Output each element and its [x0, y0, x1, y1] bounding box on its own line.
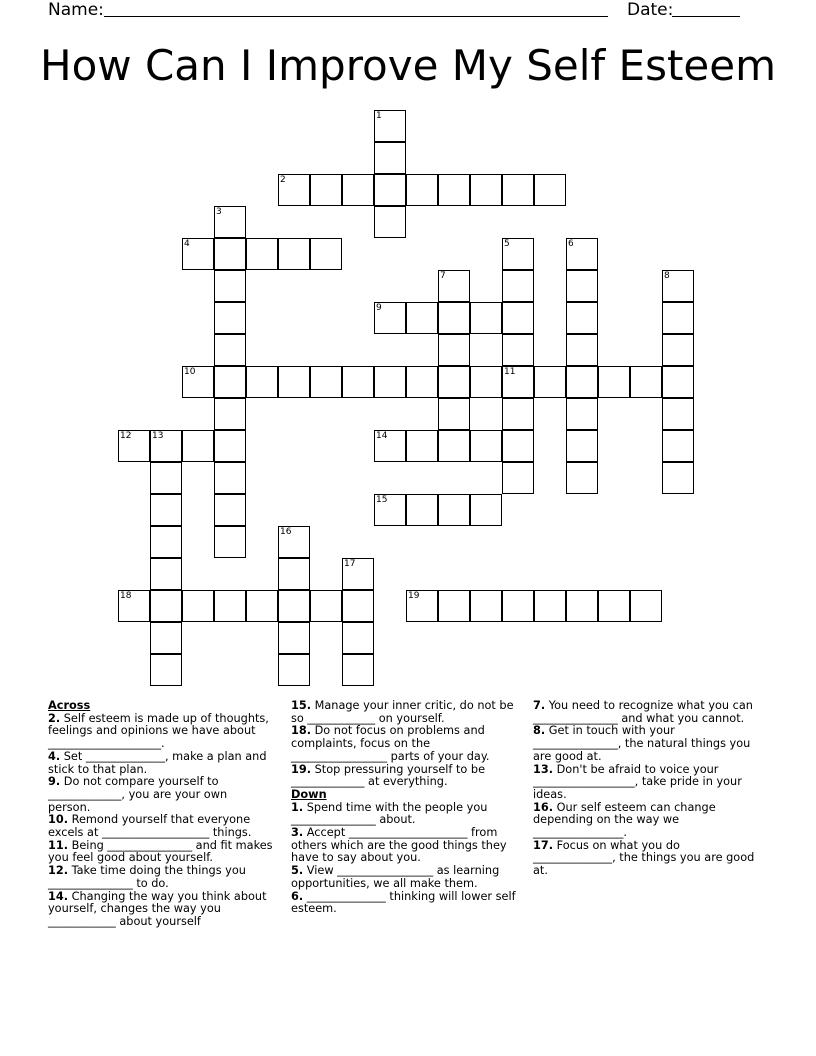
- grid-cell[interactable]: [566, 270, 598, 302]
- clue-number: 8: [664, 271, 670, 281]
- grid-cell[interactable]: [470, 430, 502, 462]
- clue-item: [291, 802, 518, 827]
- grid-cell[interactable]: [214, 526, 246, 558]
- clue-item-number: 14.: [48, 889, 69, 903]
- clue-item-text: You need to recognize what you can _______________ and what you cannot.: [533, 699, 753, 725]
- clue-number: 16: [280, 527, 292, 537]
- grid-cell[interactable]: [150, 430, 182, 462]
- grid-cell[interactable]: [566, 302, 598, 334]
- grid-cell[interactable]: [662, 462, 694, 494]
- grid-cell[interactable]: [214, 590, 246, 622]
- grid-cell[interactable]: [566, 590, 598, 622]
- clue-item: [291, 827, 518, 865]
- clue-item-number: 18.: [291, 724, 312, 738]
- clue-number: 2: [280, 175, 286, 185]
- grid-cell[interactable]: [566, 430, 598, 462]
- grid-cell[interactable]: [566, 366, 598, 398]
- grid-cell[interactable]: [374, 366, 406, 398]
- clue-number: 4: [184, 239, 190, 249]
- grid-cell[interactable]: [150, 654, 182, 686]
- clue-item-number: 13.: [533, 762, 554, 776]
- grid-cell[interactable]: [342, 622, 374, 654]
- grid-cell[interactable]: [438, 302, 470, 334]
- grid-cell[interactable]: [502, 462, 534, 494]
- grid-cell[interactable]: [598, 366, 630, 398]
- grid-cell[interactable]: [310, 366, 342, 398]
- grid-cell[interactable]: [118, 430, 150, 462]
- grid-cell[interactable]: [342, 654, 374, 686]
- grid-cell[interactable]: [150, 622, 182, 654]
- across-clue-list: [48, 713, 273, 929]
- clue-item-number: 4.: [48, 749, 61, 763]
- clue-item: [291, 764, 518, 789]
- grid-cell[interactable]: [630, 366, 662, 398]
- grid-cell[interactable]: [438, 494, 470, 526]
- clue-item-number: 5.: [291, 864, 304, 878]
- grid-cell[interactable]: [662, 430, 694, 462]
- grid-cell[interactable]: [566, 462, 598, 494]
- grid-cell[interactable]: [374, 430, 406, 462]
- grid-cell[interactable]: [502, 334, 534, 366]
- clue-item-number: 6.: [291, 889, 304, 903]
- grid-cell[interactable]: [342, 174, 374, 206]
- grid-cell[interactable]: [406, 590, 438, 622]
- clue-item-text: Being _______________ and fit makes you feel good about yourself.: [48, 838, 273, 865]
- grid-cell[interactable]: [214, 366, 246, 398]
- clue-item: [533, 840, 765, 878]
- clue-number: 7: [440, 271, 446, 281]
- grid-cell[interactable]: [342, 590, 374, 622]
- name-label: Name:: [48, 0, 104, 20]
- clues-column-3: [533, 700, 765, 878]
- grid-cell[interactable]: [150, 558, 182, 590]
- clue-number: 1: [376, 111, 382, 121]
- grid-cell[interactable]: [278, 654, 310, 686]
- grid-cell[interactable]: [662, 270, 694, 302]
- clue-item: [291, 891, 518, 916]
- grid-cell[interactable]: [502, 302, 534, 334]
- grid-cell[interactable]: [214, 270, 246, 302]
- clue-item-number: 16.: [533, 800, 554, 814]
- grid-cell[interactable]: [214, 238, 246, 270]
- grid-cell[interactable]: [502, 590, 534, 622]
- grid-cell[interactable]: [214, 206, 246, 238]
- clue-item-text: Don't be afraid to voice your __________________, take pride in your ideas.: [533, 762, 742, 801]
- grid-cell[interactable]: [438, 334, 470, 366]
- down-heading: Down: [291, 787, 327, 801]
- clue-item-number: 2.: [48, 711, 61, 725]
- clue-item: [291, 700, 518, 725]
- down-clue-list: [291, 802, 518, 916]
- grid-cell[interactable]: [150, 526, 182, 558]
- date-label: Date:: [627, 0, 674, 20]
- grid-cell[interactable]: [502, 174, 534, 206]
- clue-item-text: Spend time with the people you _______________ about.: [291, 800, 488, 827]
- grid-cell[interactable]: [374, 174, 406, 206]
- grid-cell[interactable]: [662, 302, 694, 334]
- grid-cell[interactable]: [278, 526, 310, 558]
- clue-item-number: 9.: [48, 775, 61, 789]
- grid-cell[interactable]: [534, 590, 566, 622]
- clue-item-number: 7.: [533, 699, 546, 712]
- clue-item-text: Set ______________, make a plan and stick to that plan.: [48, 749, 267, 776]
- grid-cell[interactable]: [310, 174, 342, 206]
- clue-number: 14: [376, 431, 388, 441]
- grid-cell[interactable]: [502, 366, 534, 398]
- grid-cell[interactable]: [150, 462, 182, 494]
- clue-item-text: Do not compare yourself to _____________, you are your own person.: [48, 775, 228, 814]
- grid-cell[interactable]: [502, 238, 534, 270]
- grid-cell[interactable]: [278, 366, 310, 398]
- grid-cell[interactable]: [374, 110, 406, 142]
- clue-item-text: Accept _____________________ from others which are the good things they have to say about you.: [291, 826, 507, 865]
- grid-cell[interactable]: [342, 558, 374, 590]
- grid-cell[interactable]: [374, 142, 406, 174]
- grid-cell[interactable]: [470, 366, 502, 398]
- clue-number: 13: [152, 431, 164, 441]
- grid-cell[interactable]: [214, 494, 246, 526]
- grid-cell[interactable]: [598, 590, 630, 622]
- clue-item-number: 8.: [533, 724, 546, 738]
- clue-item-number: 12.: [48, 864, 69, 878]
- grid-cell[interactable]: [470, 590, 502, 622]
- clue-item-text: View _________________ as learning opportunities, we all make them.: [291, 864, 500, 890]
- grid-cell[interactable]: [502, 270, 534, 302]
- clues-column-2: [291, 700, 518, 916]
- grid-cell[interactable]: [150, 494, 182, 526]
- clue-item-text: Stop pressuring yourself to be _____________ at everything.: [291, 762, 486, 789]
- clues-column-1: [48, 700, 273, 929]
- clue-item: [48, 814, 273, 839]
- clue-item-text: Focus on what you do ______________, the things you are good at.: [533, 838, 755, 878]
- grid-cell[interactable]: [374, 494, 406, 526]
- across-heading: Across: [48, 699, 91, 712]
- grid-cell[interactable]: [310, 238, 342, 270]
- down-clue-list-continued: [533, 700, 765, 878]
- clue-item-text: Our self esteem can change depending on the way we ________________.: [533, 800, 716, 840]
- clue-number: 10: [184, 367, 196, 377]
- grid-cell[interactable]: [630, 590, 662, 622]
- clue-item: [533, 725, 765, 763]
- clue-number: 3: [216, 207, 222, 217]
- grid-cell[interactable]: [438, 398, 470, 430]
- grid-cell[interactable]: [214, 462, 246, 494]
- clue-item-number: 17.: [533, 838, 554, 852]
- grid-cell[interactable]: [278, 238, 310, 270]
- clue-item: [291, 725, 518, 763]
- grid-cell[interactable]: [534, 174, 566, 206]
- clue-number: 9: [376, 303, 382, 313]
- grid-cell[interactable]: [374, 302, 406, 334]
- across-clue-list-continued: [291, 700, 518, 789]
- grid-cell[interactable]: [278, 590, 310, 622]
- grid-cell[interactable]: [470, 174, 502, 206]
- grid-cell[interactable]: [406, 302, 438, 334]
- grid-cell[interactable]: [662, 398, 694, 430]
- grid-cell[interactable]: [438, 430, 470, 462]
- grid-cell[interactable]: [438, 366, 470, 398]
- clue-item-text: Do not focus on problems and complaints, focus on the _________________ parts of your day.: [291, 724, 490, 763]
- clue-item-number: 19.: [291, 762, 312, 776]
- grid-cell[interactable]: [182, 590, 214, 622]
- grid-cell[interactable]: [470, 302, 502, 334]
- grid-cell[interactable]: [214, 398, 246, 430]
- clue-number: 11: [504, 367, 516, 377]
- clue-number: 19: [408, 591, 420, 601]
- grid-cell[interactable]: [438, 270, 470, 302]
- grid-cell[interactable]: [406, 430, 438, 462]
- grid-cell[interactable]: [278, 558, 310, 590]
- grid-cell[interactable]: [246, 366, 278, 398]
- clue-item: [48, 891, 273, 929]
- clue-number: 12: [120, 431, 132, 441]
- grid-cell[interactable]: [502, 398, 534, 430]
- clue-item: [48, 865, 273, 890]
- grid-cell[interactable]: [214, 430, 246, 462]
- grid-cell[interactable]: [118, 590, 150, 622]
- grid-cell[interactable]: [310, 590, 342, 622]
- clue-item-number: 15.: [291, 699, 312, 712]
- clue-item-text: Changing the way you think about yourself, changes the way you ____________ about yourself: [48, 889, 267, 928]
- clue-item-text: Self esteem is made up of thoughts, feelings and opinions we have about ____________________.: [48, 711, 269, 751]
- grid-cell[interactable]: [566, 334, 598, 366]
- grid-cell[interactable]: [662, 334, 694, 366]
- clue-item: [48, 713, 273, 751]
- clue-number: 15: [376, 495, 388, 505]
- clue-item-number: 11.: [48, 838, 69, 852]
- grid-cell[interactable]: [246, 238, 278, 270]
- page-title: How Can I Improve My Self Esteem: [39, 41, 777, 90]
- clue-item-text: Remond yourself that everyone excels at ___________________ things.: [48, 813, 252, 840]
- grid-cell[interactable]: [374, 206, 406, 238]
- clue-number: 17: [344, 559, 356, 569]
- grid-cell[interactable]: [662, 366, 694, 398]
- grid-cell[interactable]: [150, 590, 182, 622]
- grid-cell[interactable]: [278, 622, 310, 654]
- grid-cell[interactable]: [438, 590, 470, 622]
- clue-item-text: Take time doing the things you _______________ to do.: [48, 864, 246, 890]
- grid-cell[interactable]: [438, 174, 470, 206]
- grid-cell[interactable]: [246, 590, 278, 622]
- clue-number: 5: [504, 239, 510, 249]
- grid-cell[interactable]: [182, 430, 214, 462]
- clue-item: [291, 865, 518, 890]
- clue-item: [48, 840, 273, 865]
- grid-cell[interactable]: [406, 174, 438, 206]
- grid-cell[interactable]: [406, 494, 438, 526]
- grid-cell[interactable]: [470, 494, 502, 526]
- grid-cell[interactable]: [182, 238, 214, 270]
- grid-cell[interactable]: [214, 334, 246, 366]
- clue-number: 6: [568, 239, 574, 249]
- grid-cell[interactable]: [566, 398, 598, 430]
- clue-item-text: ______________ thinking will lower self esteem.: [291, 889, 516, 916]
- grid-cell[interactable]: [278, 174, 310, 206]
- clue-item-number: 10.: [48, 813, 69, 827]
- grid-cell[interactable]: [534, 366, 566, 398]
- clue-item-text: Manage your inner critic, do not be so ____________ on yourself.: [291, 699, 514, 725]
- grid-cell[interactable]: [502, 430, 534, 462]
- grid-cell[interactable]: [406, 366, 438, 398]
- clue-item: [533, 764, 765, 802]
- grid-cell[interactable]: [342, 366, 374, 398]
- clue-item: [533, 700, 765, 725]
- grid-cell[interactable]: [214, 302, 246, 334]
- clue-item-number: 3.: [291, 826, 304, 840]
- clue-item-text: Get in touch with your _______________, the natural things you are good at.: [533, 724, 751, 763]
- grid-cell[interactable]: [182, 366, 214, 398]
- clue-item: [48, 776, 273, 814]
- clue-item: [533, 802, 765, 840]
- clue-item-number: 1.: [291, 800, 304, 814]
- grid-cell[interactable]: [566, 238, 598, 270]
- clue-item: [48, 751, 273, 776]
- clue-number: 18: [120, 591, 132, 601]
